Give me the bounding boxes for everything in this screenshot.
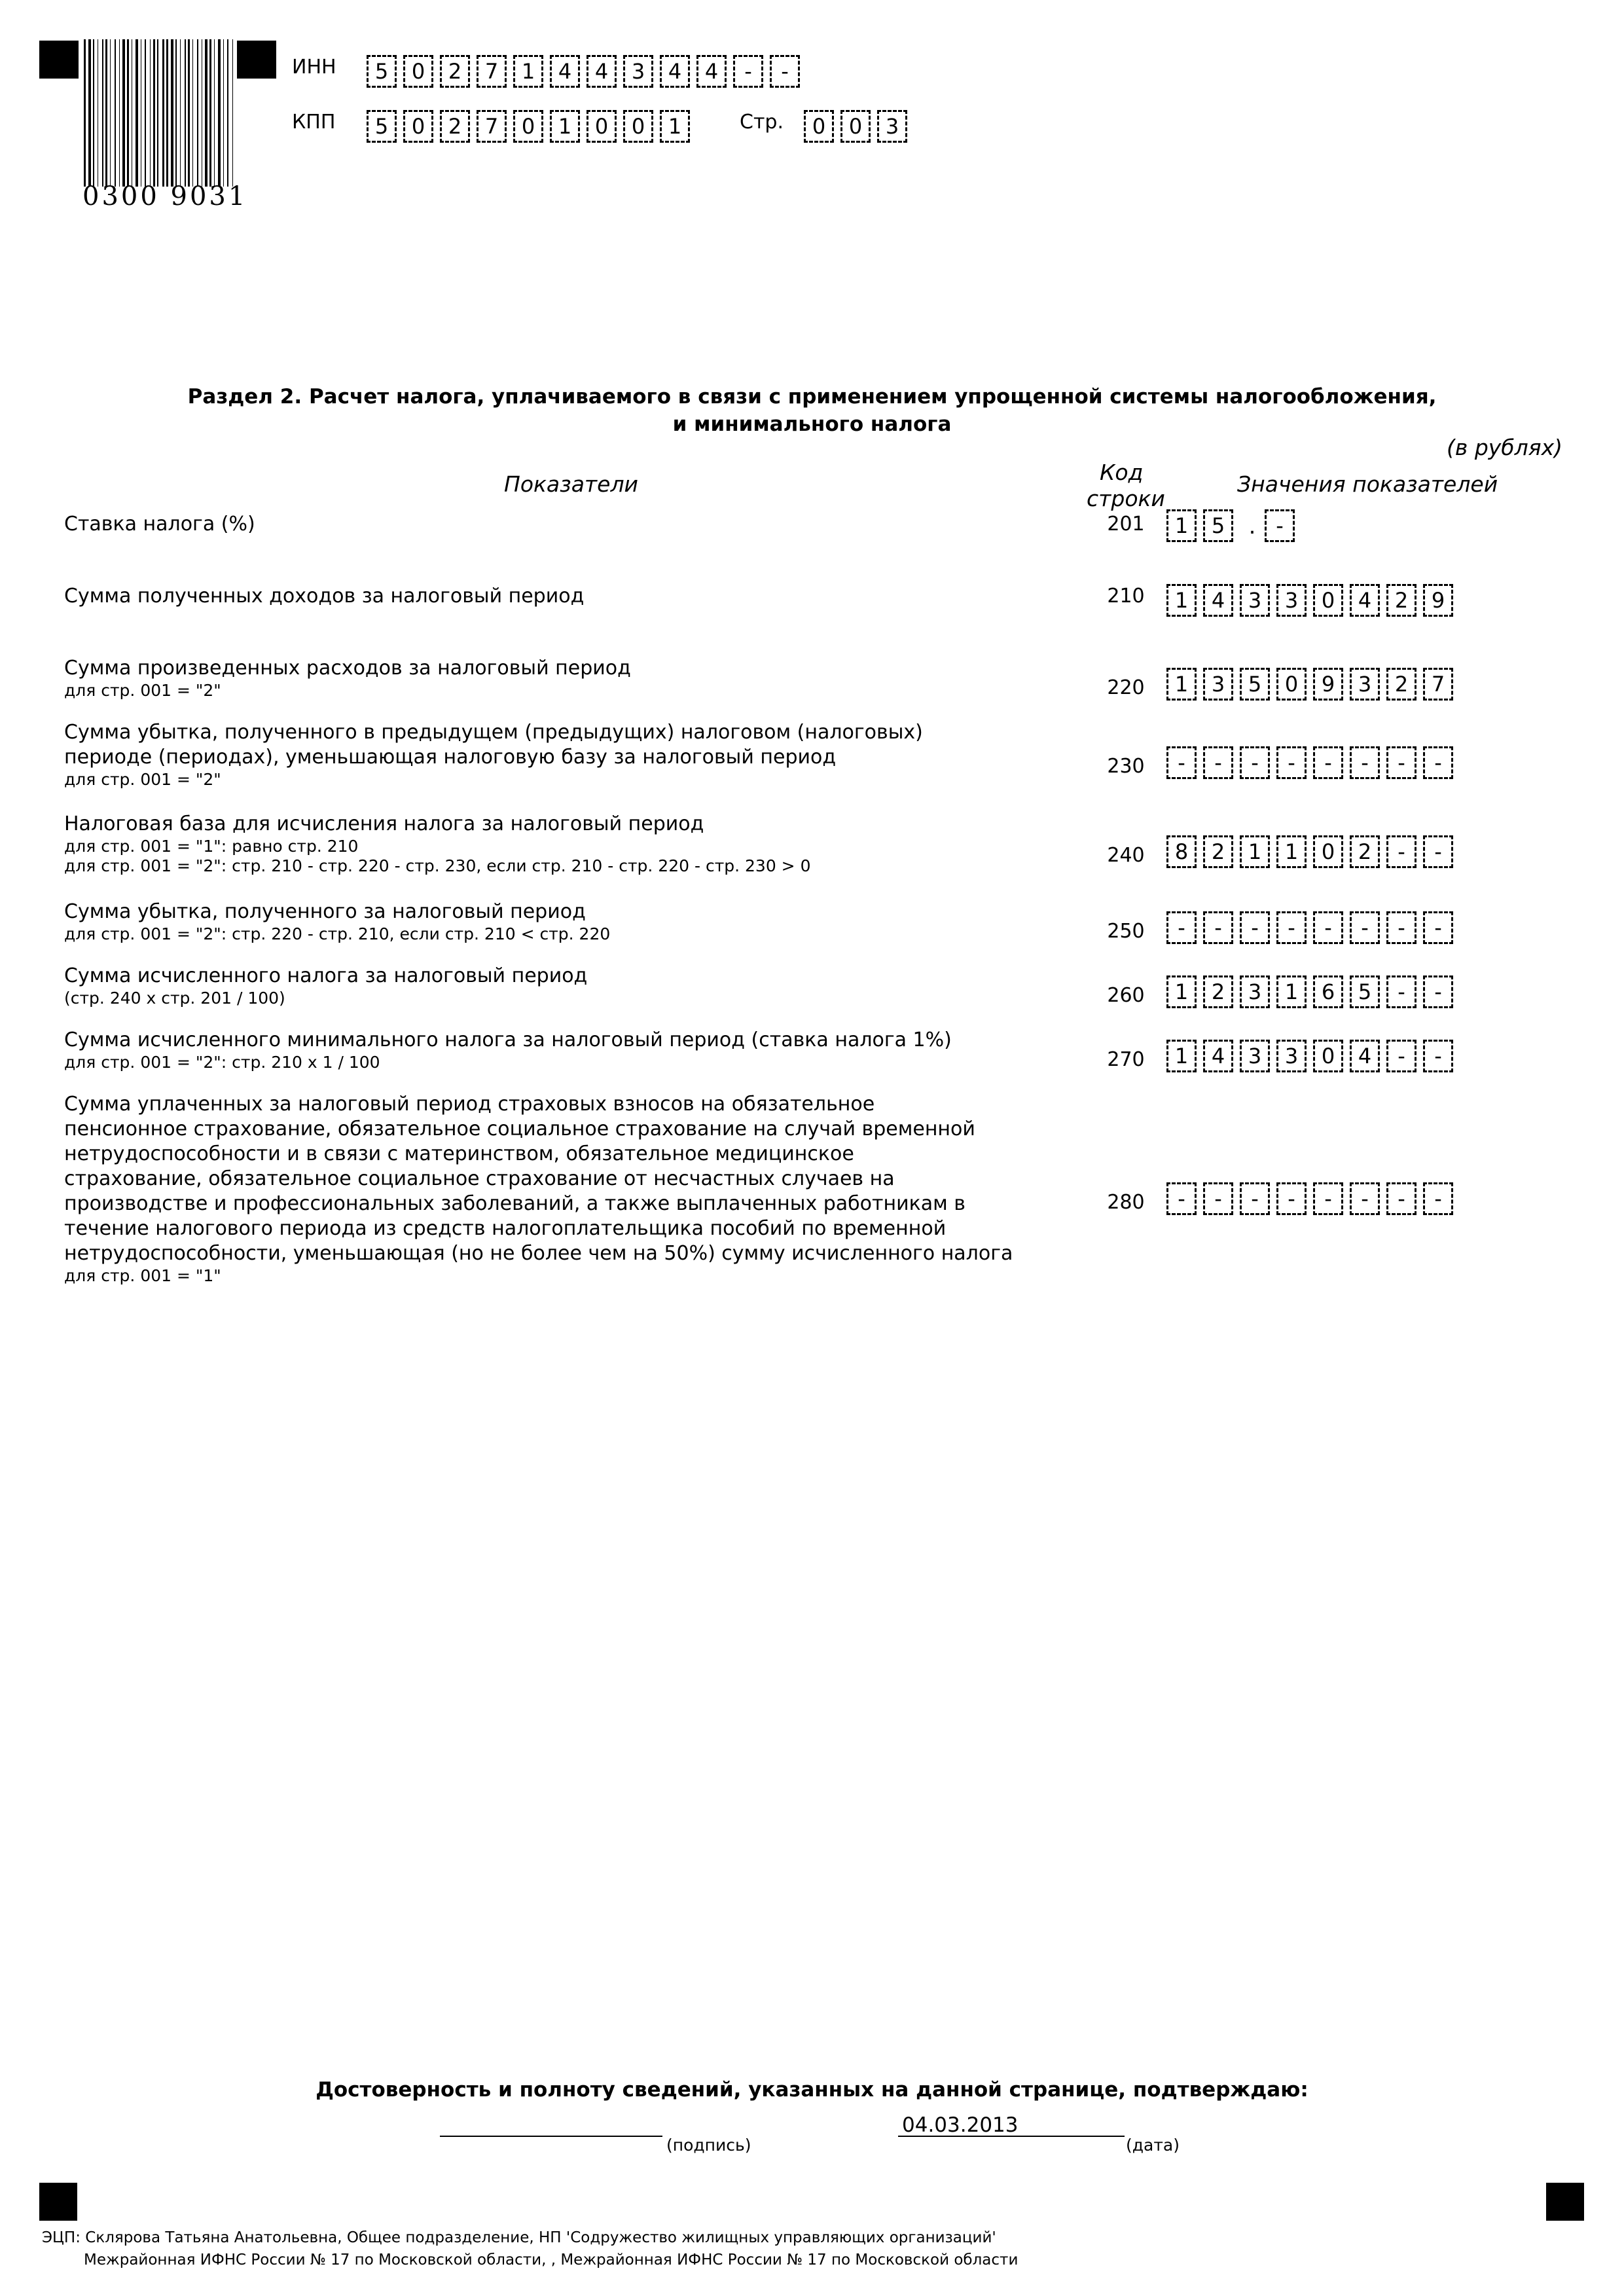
row-240-note-1: для стр. 001 = "1": равно стр. 210 — [64, 837, 359, 856]
row-260-cell: 5 — [1350, 975, 1380, 1008]
row-280-text-line: Сумма уплаченных за налоговый период страховых взносов на обязательное — [64, 1093, 875, 1116]
barcode-bar — [214, 39, 215, 187]
row-280-text-line: пенсионное страхование, обязательное социальное страхование на случай временной — [64, 1118, 975, 1140]
barcode-bar — [127, 39, 129, 187]
barcode-bar — [145, 39, 146, 187]
row-230-cell: - — [1386, 746, 1416, 779]
row-240-cell: 1 — [1276, 835, 1307, 868]
row-270-cell: 4 — [1203, 1040, 1233, 1072]
row-250-cell: - — [1386, 911, 1416, 944]
row-210-cell: 3 — [1240, 584, 1270, 617]
row-250-cell: - — [1313, 911, 1343, 944]
row-240-text: Налоговая база для исчисления налога за налоговый период — [64, 812, 704, 835]
inn-cell: 7 — [477, 55, 507, 88]
barcode-bar — [205, 39, 208, 187]
inn-cell: 5 — [367, 55, 397, 88]
date-label: (дата) — [1126, 2136, 1180, 2155]
row-280-cell: - — [1423, 1182, 1453, 1215]
row-230-cell: - — [1313, 746, 1343, 779]
row-210-cell: 3 — [1276, 584, 1307, 617]
row-260-cells — [1166, 975, 1453, 1008]
section-title-line2: и минимального налога — [672, 412, 952, 436]
kpp-cell: 1 — [550, 110, 580, 143]
row-260-note: (стр. 240 х стр. 201 / 100) — [64, 989, 285, 1008]
row-260-cell: 1 — [1166, 975, 1197, 1008]
row-220-cell: 0 — [1276, 668, 1307, 701]
row-230-cell: - — [1240, 746, 1270, 779]
row-240-cell: 2 — [1203, 835, 1233, 868]
footer-signature-line1: ЭЦП: Склярова Татьяна Анатольевна, Общее подразделение, НП 'Содружество жилищных управляющих организаций' — [42, 2229, 996, 2246]
row-250-text: Сумма убытка, полученного за налоговый период — [64, 900, 586, 923]
kpp-cell: 7 — [477, 110, 507, 143]
kpp-cell: 0 — [623, 110, 653, 143]
barcode-bar — [88, 39, 91, 187]
kpp-cell: 0 — [403, 110, 433, 143]
row-270-cell: 1 — [1166, 1040, 1197, 1072]
row-270-code: 270 — [1107, 1048, 1145, 1071]
inn-cell: - — [770, 55, 800, 88]
row-280-text-line: нетрудоспособности и в связи с материнством, обязательное медицинское — [64, 1142, 854, 1165]
row-260-cell: 3 — [1240, 975, 1270, 1008]
inn-cell: 4 — [550, 55, 580, 88]
row-240-cell: 0 — [1313, 835, 1343, 868]
row-210-cell: 2 — [1386, 584, 1416, 617]
row-250-cell: - — [1240, 911, 1270, 944]
row-220-cell: 9 — [1313, 668, 1343, 701]
row-280-text-line: страхование, обязательное социальное страхование от несчастных случаев на — [64, 1167, 895, 1190]
row-280-label — [64, 1092, 1013, 1286]
row-220-label — [64, 656, 1013, 701]
inn-cells — [367, 55, 800, 88]
row-220-cell: 1 — [1166, 668, 1197, 701]
row-220-note: для стр. 001 = "2" — [64, 681, 221, 700]
row-250-label — [64, 900, 1013, 944]
barcode-bar — [153, 39, 155, 187]
row-270-cell: 4 — [1350, 1040, 1380, 1072]
row-280-cell: - — [1276, 1182, 1307, 1215]
row-240-label — [64, 812, 1013, 876]
row-220-text: Сумма произведенных расходов за налоговый период — [64, 657, 631, 680]
row-240-cells — [1166, 835, 1453, 868]
footer-signature-line2: Межрайонная ИФНС России № 17 по Московской области, , Межрайонная ИФНС России № 17 по Московской области — [84, 2251, 1019, 2269]
row-210-label — [64, 584, 1013, 609]
inn-cell: 1 — [513, 55, 543, 88]
barcode-bar — [162, 39, 164, 187]
row-260-cell: 1 — [1276, 975, 1307, 1008]
barcode-bar — [188, 39, 190, 187]
inn-cell: 4 — [660, 55, 690, 88]
row-280-cell: - — [1240, 1182, 1270, 1215]
row-240-cell: 2 — [1350, 835, 1380, 868]
row-210-cell: 4 — [1203, 584, 1233, 617]
row-280-code: 280 — [1107, 1191, 1145, 1214]
column-header-code-line2: строки — [1087, 486, 1165, 511]
row-270-label — [64, 1028, 1013, 1072]
row-201-cell: - — [1265, 509, 1295, 542]
corner-marker-top-left — [39, 41, 79, 79]
row-230-cell: - — [1350, 746, 1380, 779]
row-210-cell: 4 — [1350, 584, 1380, 617]
row-230-label — [64, 720, 1013, 790]
row-260-cell: 6 — [1313, 975, 1343, 1008]
row-280-cell: - — [1203, 1182, 1233, 1215]
corner-marker-top-right — [237, 41, 276, 79]
row-220-code: 220 — [1107, 676, 1145, 699]
barcode-bar — [218, 39, 221, 187]
confirmation-text: Достоверность и полноту сведений, указанных на данной странице, подтверждаю: — [316, 2078, 1308, 2102]
row-201-decimal-point: . — [1248, 513, 1256, 539]
row-250-cell: - — [1203, 911, 1233, 944]
row-240-cell: 8 — [1166, 835, 1197, 868]
row-230-code: 230 — [1107, 755, 1145, 778]
inn-cell: 0 — [403, 55, 433, 88]
row-270-cells — [1166, 1040, 1453, 1072]
inn-cell: 4 — [696, 55, 727, 88]
row-230-cell: - — [1276, 746, 1307, 779]
row-220-cell: 3 — [1203, 668, 1233, 701]
row-201-cell: 1 — [1166, 509, 1197, 542]
row-210-cell: 0 — [1313, 584, 1343, 617]
barcode-bar — [185, 39, 186, 187]
row-250-cell: - — [1276, 911, 1307, 944]
barcode-bar — [192, 39, 193, 187]
barcode-bar — [209, 39, 211, 187]
section-title-line1: Раздел 2. Расчет налога, уплачиваемого в связи с применением упрощенной системы налогообложения, — [187, 385, 1437, 409]
row-230-cell: - — [1203, 746, 1233, 779]
row-240-cell: 1 — [1240, 835, 1270, 868]
row-240-cell: - — [1423, 835, 1453, 868]
signature-label: (подпись) — [666, 2136, 751, 2155]
kpp-cell: 1 — [660, 110, 690, 143]
row-270-cell: - — [1423, 1040, 1453, 1072]
barcode-bar — [227, 39, 228, 187]
page-cells — [804, 110, 907, 143]
row-240-code: 240 — [1107, 844, 1145, 867]
row-270-cell: 3 — [1240, 1040, 1270, 1072]
row-230-cell: - — [1423, 746, 1453, 779]
page-number-cell: 0 — [840, 110, 871, 143]
row-250-cell: - — [1166, 911, 1197, 944]
row-280-cell: - — [1386, 1182, 1416, 1215]
inn-cell: 4 — [586, 55, 617, 88]
row-280-cell: - — [1166, 1182, 1197, 1215]
kpp-cell: 0 — [513, 110, 543, 143]
kpp-cell: 0 — [586, 110, 617, 143]
barcode-bar — [180, 39, 181, 187]
row-270-cell: - — [1386, 1040, 1416, 1072]
kpp-cells — [367, 110, 690, 143]
row-210-cell: 1 — [1166, 584, 1197, 617]
barcode-bar — [110, 39, 111, 187]
date-value: 04.03.2013 — [902, 2113, 1019, 2137]
row-201-cells — [1166, 509, 1295, 542]
page-number-cell: 0 — [804, 110, 834, 143]
barcode-bar — [115, 39, 116, 187]
row-270-note: для стр. 001 = "2": стр. 210 х 1 / 100 — [64, 1053, 380, 1072]
barcode-bar — [105, 39, 107, 187]
barcode-bar — [223, 39, 224, 187]
barcode-bar — [135, 39, 138, 187]
barcode-bar — [93, 39, 94, 187]
row-270-cell: 0 — [1313, 1040, 1343, 1072]
barcode-bar — [119, 39, 120, 187]
column-header-code-line1: Код — [1100, 460, 1144, 485]
row-260-code: 260 — [1107, 984, 1145, 1007]
units-note: (в рублях) — [1447, 435, 1562, 460]
barcode-bar — [232, 39, 233, 187]
page-number-cell: 3 — [877, 110, 907, 143]
row-230-note: для стр. 001 = "2" — [64, 770, 221, 789]
row-201-cell: 5 — [1203, 509, 1233, 542]
row-201-code: 201 — [1107, 513, 1145, 536]
inn-cell: - — [733, 55, 763, 88]
barcode-bar — [102, 39, 103, 187]
row-250-cell: - — [1350, 911, 1380, 944]
row-260-text: Сумма исчисленного налога за налоговый период — [64, 964, 588, 987]
row-201-label — [64, 512, 1013, 537]
row-230-cells — [1166, 746, 1453, 779]
row-210-code: 210 — [1107, 585, 1145, 608]
barcode-bar — [157, 39, 158, 187]
row-260-cell: - — [1423, 975, 1453, 1008]
row-280-text-line: течение налогового периода из средств налогоплательщика пособий по временной — [64, 1217, 947, 1240]
page-label: Стр. — [740, 111, 784, 134]
row-280-cells — [1166, 1182, 1453, 1215]
barcode-bar — [84, 39, 86, 187]
row-220-cell: 7 — [1423, 668, 1453, 701]
barcode-image — [82, 39, 234, 203]
row-220-cells — [1166, 668, 1453, 701]
corner-marker-bottom-left — [39, 2183, 77, 2221]
row-230-cell: - — [1166, 746, 1197, 779]
barcode-bar — [171, 39, 173, 187]
row-270-cell: 3 — [1276, 1040, 1307, 1072]
row-250-note: для стр. 001 = "2": стр. 220 - стр. 210, если стр. 210 < стр. 220 — [64, 924, 611, 943]
barcode-bar — [197, 39, 198, 187]
corner-marker-bottom-right — [1546, 2183, 1584, 2221]
inn-cell: 2 — [440, 55, 470, 88]
barcode-digits: 0300 9031 — [82, 181, 248, 211]
barcode-bar — [150, 39, 151, 187]
row-250-code: 250 — [1107, 920, 1145, 943]
inn-label: ИНН — [292, 56, 336, 79]
row-280-text-line: нетрудоспособности, уменьшающая (но не более чем на 50%) сумму исчисленного налога — [64, 1242, 1013, 1265]
row-230-text-line2: периоде (периодах), уменьшающая налоговую базу за налоговый период — [64, 746, 837, 769]
row-260-cell: 2 — [1203, 975, 1233, 1008]
row-201-text: Ставка налога (%) — [64, 513, 255, 536]
row-260-label — [64, 964, 1013, 1008]
row-210-text: Сумма полученных доходов за налоговый период — [64, 585, 585, 608]
barcode-bar — [166, 39, 168, 187]
signature-line — [440, 2136, 662, 2137]
row-280-text-line: производстве и профессиональных заболеваний, а также выплаченных работникам в — [64, 1192, 965, 1215]
row-210-cell: 9 — [1423, 584, 1453, 617]
barcode-bar — [175, 39, 177, 187]
kpp-label: КПП — [292, 111, 336, 134]
column-header-indicators: Показатели — [504, 471, 638, 497]
column-header-values: Значения показателей — [1237, 471, 1498, 497]
row-230-text-line1: Сумма убытка, полученного в предыдущем (предыдущих) налоговом (налоговых) — [64, 721, 923, 744]
kpp-cell: 2 — [440, 110, 470, 143]
row-240-cell: - — [1386, 835, 1416, 868]
barcode-bar — [122, 39, 125, 187]
row-220-cell: 5 — [1240, 668, 1270, 701]
inn-cell: 3 — [623, 55, 653, 88]
row-260-cell: - — [1386, 975, 1416, 1008]
row-250-cell: - — [1423, 911, 1453, 944]
row-280-cell: - — [1313, 1182, 1343, 1215]
row-250-cells — [1166, 911, 1453, 944]
row-270-text: Сумма исчисленного минимального налога за налоговый период (ставка налога 1%) — [64, 1029, 952, 1051]
row-280-cell: - — [1350, 1182, 1380, 1215]
kpp-cell: 5 — [367, 110, 397, 143]
row-240-note-2: для стр. 001 = "2": стр. 210 - стр. 220 - стр. 230, если стр. 210 - стр. 220 - стр. 230 > 0 — [64, 856, 811, 875]
row-210-cells — [1166, 584, 1453, 617]
row-280-note: для стр. 001 = "1" — [64, 1266, 221, 1285]
row-220-cell: 3 — [1350, 668, 1380, 701]
row-220-cell: 2 — [1386, 668, 1416, 701]
